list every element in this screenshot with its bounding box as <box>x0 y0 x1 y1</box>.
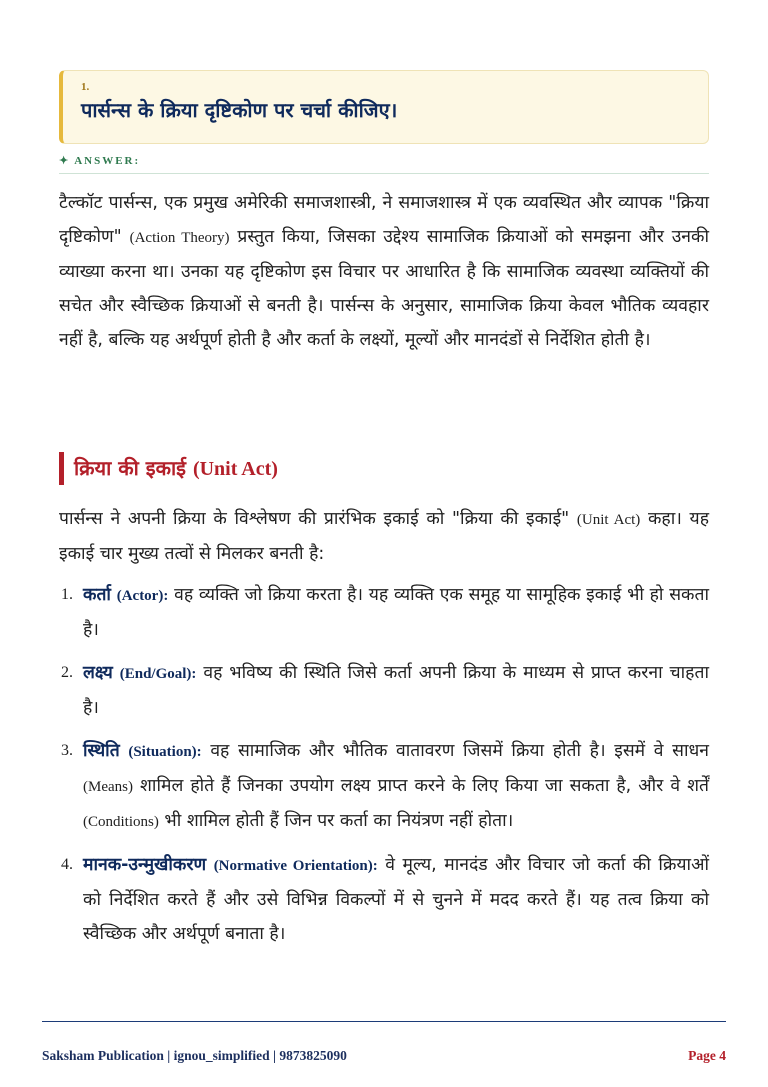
question-box <box>59 70 709 144</box>
list-text: भी शामिल होती हैं जिन पर कर्ता का नियंत्रण नहीं होता। <box>164 811 514 831</box>
list-number: 4. <box>61 856 73 873</box>
section-heading-hindi: क्रिया की इकाई <box>74 456 186 480</box>
list-item <box>59 578 709 647</box>
section-heading <box>59 452 278 485</box>
list-term: लक्ष्य <box>83 663 113 683</box>
list-item <box>59 656 709 725</box>
intro-latin: (Action Theory) <box>129 230 230 246</box>
section-heading-english: (Unit Act) <box>192 458 278 480</box>
list-number: 1. <box>61 586 73 603</box>
unit-text-1: पार्सन्स ने अपनी क्रिया के विश्लेषण की प्रारंभिक इकाई को "क्रिया की इकाई" <box>59 509 570 529</box>
list-item <box>59 734 709 839</box>
list-text: वह व्यक्ति जो क्रिया करता है। यह व्यक्ति एक समूह या सामूहिक इकाई भी हो सकता है। <box>83 585 709 640</box>
list-text: वह सामाजिक और भौतिक वातावरण जिसमें क्रिया होती है। इसमें वे साधन <box>210 741 709 761</box>
question-number: 1. <box>81 81 90 93</box>
intro-text-1: टैल्कॉट पार्सन्स, एक प्रमुख अमेरिकी समाजशास्त्री, ने समाजशास्त्र में एक व्यवस्थित और व्यापक "क्रिया दृष्टिकोण" <box>59 193 710 247</box>
page-number: Page 4 <box>688 1048 726 1063</box>
list-term-english: (Normative Orientation): <box>213 858 378 874</box>
list-item <box>59 848 709 951</box>
list-number: 2. <box>61 664 73 681</box>
list-term: स्थिति <box>83 741 120 761</box>
list-term-english: (Actor): <box>116 588 169 604</box>
list-term-english: (Situation): <box>128 744 202 760</box>
unit-act-paragraph <box>59 502 709 571</box>
unit-text-2: कहा। यह इकाई चार मुख्य तत्वों से मिलकर बनती है: <box>59 509 709 564</box>
list-text: वह भविष्य की स्थिति जिसे कर्ता अपनी क्रिया के माध्यम से प्राप्त करना चाहता है। <box>83 663 709 718</box>
list-latin: (Conditions) <box>83 814 159 830</box>
answer-label-text: ANSWER: <box>74 155 141 167</box>
unit-act-elements-list <box>59 578 709 960</box>
intro-paragraph <box>59 186 709 357</box>
list-text: शामिल होते हैं जिनका उपयोग लक्ष्य प्राप्त करने के लिए किया जा सकता है, और वे शर्तें <box>140 776 709 796</box>
list-term: कर्ता <box>83 585 111 605</box>
sparkle-icon: ✦ <box>59 155 71 167</box>
unit-latin: (Unit Act) <box>576 512 641 528</box>
list-term: मानक-उन्मुखीकरण <box>83 855 207 875</box>
footer-divider <box>42 1021 726 1022</box>
list-term-english: (End/Goal): <box>119 666 197 682</box>
footer-publisher: Saksham Publication | ignou_simplified | 9873825090 <box>42 1048 347 1063</box>
question-text: पार्सन्स के क्रिया दृष्टिकोण पर चर्चा कीजिए। <box>81 98 398 122</box>
answer-label <box>59 154 709 174</box>
intro-text-2: प्रस्तुत किया, जिसका उद्देश्य सामाजिक क्रियाओं को समझना और उनकी व्याख्या करना था। उनका यह दृष्टिकोण इस विचार पर आधारित है कि सामाजिक व्यवस्था व्यक्तियों की सचेत और स्वैच्छिक क्रियाओं से बनती है। पार्सन्स के अनुसार, सामाजिक क्रिया केवल भौतिक व्यवहार नहीं है, बल्कि यह अर्थपूर्ण होती है और कर्ता के लक्ष्यों, मूल्यों और मानदंडों से निर्देशित होती है। <box>59 227 709 350</box>
list-latin: (Means) <box>83 779 133 795</box>
list-text: वे मूल्य, मानदंड और विचार जो कर्ता की क्रियाओं को निर्देशित करते हैं और उसे विभिन्न विकल्पों में से चुनने में मदद करते हैं। यह तत्व क्रिया को स्वैच्छिक और अर्थपूर्ण बनाता है। <box>83 855 709 944</box>
list-number: 3. <box>61 742 73 759</box>
